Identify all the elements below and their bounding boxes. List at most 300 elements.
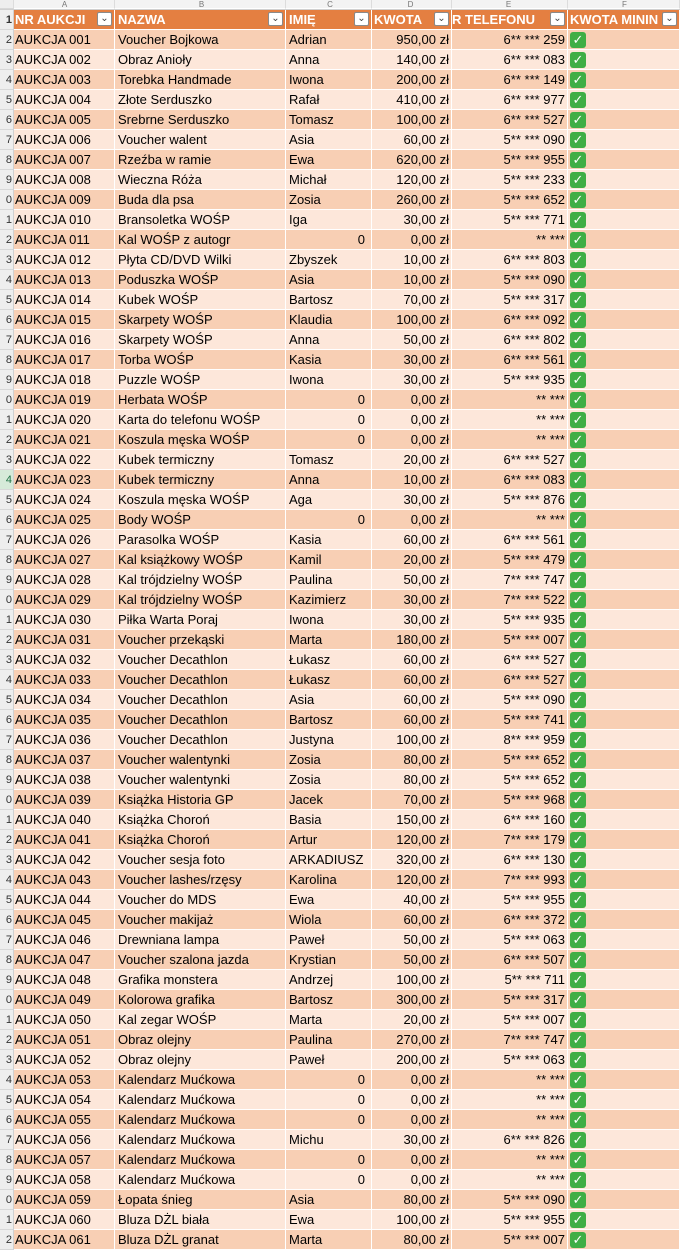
cell-nr-telefonu[interactable]: 6** *** 561 — [452, 530, 568, 550]
row-number[interactable]: 2 — [0, 30, 14, 50]
cell-kwota[interactable]: 50,00 zł — [372, 930, 452, 950]
cell-kwota-minimalna[interactable] — [568, 210, 680, 230]
cell-kwota-minimalna[interactable] — [568, 190, 680, 210]
row-number[interactable]: 5 — [0, 690, 14, 710]
cell-nazwa[interactable]: Voucher szalona jazda — [115, 950, 286, 970]
cell-nr-telefonu[interactable]: 5** *** 955 — [452, 150, 568, 170]
cell-nr-aukcji[interactable]: AUKCJA 009 — [14, 190, 115, 210]
cell-nr-telefonu[interactable]: 5** *** 233 — [452, 170, 568, 190]
cell-kwota[interactable]: 0,00 zł — [372, 1110, 452, 1130]
cell-kwota[interactable]: 0,00 zł — [372, 1150, 452, 1170]
cell-kwota[interactable]: 120,00 zł — [372, 870, 452, 890]
filter-dropdown-icon[interactable]: ⌄ — [434, 12, 449, 26]
cell-nr-aukcji[interactable]: AUKCJA 007 — [14, 150, 115, 170]
cell-kwota[interactable]: 30,00 zł — [372, 1130, 452, 1150]
row-number[interactable]: 6 — [0, 110, 14, 130]
cell-nr-aukcji[interactable]: AUKCJA 006 — [14, 130, 115, 150]
column-letter-c[interactable]: C — [286, 0, 372, 9]
cell-kwota-minimalna[interactable] — [568, 510, 680, 530]
cell-nr-telefonu[interactable]: 5** *** 007 — [452, 1230, 568, 1250]
row-number[interactable]: 5 — [0, 890, 14, 910]
cell-kwota-minimalna[interactable] — [568, 230, 680, 250]
cell-kwota-minimalna[interactable] — [568, 1110, 680, 1130]
cell-nr-aukcji[interactable]: AUKCJA 032 — [14, 650, 115, 670]
cell-nr-telefonu[interactable]: 5** *** 479 — [452, 550, 568, 570]
filter-dropdown-icon[interactable]: ⌄ — [97, 12, 112, 26]
cell-nr-aukcji[interactable]: AUKCJA 038 — [14, 770, 115, 790]
cell-nr-telefonu[interactable]: 5** *** 741 — [452, 710, 568, 730]
cell-nazwa[interactable]: Puzzle WOŚP — [115, 370, 286, 390]
cell-nr-aukcji[interactable]: AUKCJA 057 — [14, 1150, 115, 1170]
cell-nazwa[interactable]: Kalendarz Mućkowa — [115, 1170, 286, 1190]
cell-imie[interactable]: Krystian — [286, 950, 372, 970]
cell-imie[interactable]: Basia — [286, 810, 372, 830]
header-nr-aukcji[interactable] — [14, 10, 115, 30]
cell-kwota[interactable]: 200,00 zł — [372, 70, 452, 90]
cell-nazwa[interactable]: Kubek termiczny — [115, 470, 286, 490]
cell-kwota-minimalna[interactable] — [568, 770, 680, 790]
cell-nr-telefonu[interactable]: 5** *** 771 — [452, 210, 568, 230]
cell-imie[interactable]: Zbyszek — [286, 250, 372, 270]
cell-imie[interactable]: Kasia — [286, 530, 372, 550]
cell-nr-telefonu[interactable]: 5** *** 007 — [452, 630, 568, 650]
cell-nr-telefonu[interactable]: 5** *** 090 — [452, 270, 568, 290]
cell-imie[interactable]: Paulina — [286, 570, 372, 590]
cell-kwota[interactable]: 620,00 zł — [372, 150, 452, 170]
cell-imie[interactable]: 0 — [286, 430, 372, 450]
cell-imie[interactable]: Ewa — [286, 150, 372, 170]
cell-nazwa[interactable]: Herbata WOŚP — [115, 390, 286, 410]
cell-imie[interactable]: Zosia — [286, 750, 372, 770]
cell-kwota[interactable]: 100,00 zł — [372, 970, 452, 990]
cell-nr-telefonu[interactable]: 5** *** 090 — [452, 130, 568, 150]
cell-kwota-minimalna[interactable] — [568, 750, 680, 770]
cell-nr-telefonu[interactable]: 5** *** 968 — [452, 790, 568, 810]
cell-nr-telefonu[interactable]: 6** *** 527 — [452, 650, 568, 670]
cell-nr-telefonu[interactable]: ** *** — [452, 230, 568, 250]
cell-imie[interactable]: Wiola — [286, 910, 372, 930]
row-number[interactable]: 9 — [0, 570, 14, 590]
cell-nazwa[interactable]: Złote Serduszko — [115, 90, 286, 110]
cell-nr-telefonu[interactable]: 5** *** 652 — [452, 750, 568, 770]
cell-nr-aukcji[interactable]: AUKCJA 029 — [14, 590, 115, 610]
column-letter-a[interactable]: A — [14, 0, 115, 9]
header-kwota-minimalna[interactable] — [568, 10, 680, 30]
cell-imie[interactable]: Iwona — [286, 370, 372, 390]
cell-kwota-minimalna[interactable] — [568, 810, 680, 830]
cell-imie[interactable]: Iwona — [286, 610, 372, 630]
cell-nr-telefonu[interactable]: 6** *** 803 — [452, 250, 568, 270]
cell-kwota-minimalna[interactable] — [568, 550, 680, 570]
cell-kwota-minimalna[interactable] — [568, 330, 680, 350]
cell-imie[interactable]: 0 — [286, 1110, 372, 1130]
row-number[interactable]: 9 — [0, 970, 14, 990]
cell-kwota-minimalna[interactable] — [568, 1190, 680, 1210]
row-number[interactable]: 3 — [0, 650, 14, 670]
row-number[interactable]: 7 — [0, 130, 14, 150]
cell-nr-telefonu[interactable]: 5** *** 876 — [452, 490, 568, 510]
cell-imie[interactable]: 0 — [286, 1150, 372, 1170]
cell-imie[interactable]: Asia — [286, 270, 372, 290]
cell-kwota-minimalna[interactable] — [568, 1230, 680, 1250]
cell-imie[interactable]: Tomasz — [286, 450, 372, 470]
cell-nazwa[interactable]: Kalendarz Mućkowa — [115, 1110, 286, 1130]
cell-kwota-minimalna[interactable] — [568, 610, 680, 630]
cell-kwota-minimalna[interactable] — [568, 410, 680, 430]
cell-imie[interactable]: Marta — [286, 1230, 372, 1250]
cell-nazwa[interactable]: Voucher Decathlon — [115, 690, 286, 710]
cell-kwota[interactable]: 20,00 zł — [372, 1010, 452, 1030]
row-number[interactable]: 8 — [0, 350, 14, 370]
cell-kwota-minimalna[interactable] — [568, 650, 680, 670]
cell-kwota[interactable]: 200,00 zł — [372, 1050, 452, 1070]
cell-nr-telefonu[interactable]: 6** *** 527 — [452, 110, 568, 130]
cell-kwota[interactable]: 410,00 zł — [372, 90, 452, 110]
cell-nazwa[interactable]: Kal WOŚP z autogr — [115, 230, 286, 250]
cell-nr-aukcji[interactable]: AUKCJA 045 — [14, 910, 115, 930]
row-number[interactable]: 2 — [0, 230, 14, 250]
cell-kwota[interactable]: 80,00 zł — [372, 1230, 452, 1250]
cell-kwota[interactable]: 0,00 zł — [372, 1070, 452, 1090]
cell-nazwa[interactable]: Bluza DŻL granat — [115, 1230, 286, 1250]
cell-kwota-minimalna[interactable] — [568, 950, 680, 970]
row-number[interactable]: 0 — [0, 1190, 14, 1210]
cell-nazwa[interactable]: Karta do telefonu WOŚP — [115, 410, 286, 430]
cell-kwota[interactable]: 0,00 zł — [372, 410, 452, 430]
cell-nazwa[interactable]: Torebka Handmade — [115, 70, 286, 90]
cell-nr-aukcji[interactable]: AUKCJA 047 — [14, 950, 115, 970]
cell-nr-telefonu[interactable]: ** *** — [452, 1150, 568, 1170]
cell-nr-telefonu[interactable]: 5** *** 652 — [452, 190, 568, 210]
cell-nr-aukcji[interactable]: AUKCJA 017 — [14, 350, 115, 370]
cell-nazwa[interactable]: Voucher Decathlon — [115, 730, 286, 750]
cell-nr-telefonu[interactable]: 6** *** 527 — [452, 670, 568, 690]
cell-imie[interactable]: Zosia — [286, 770, 372, 790]
row-number[interactable]: 4 — [0, 670, 14, 690]
cell-imie[interactable]: Michał — [286, 170, 372, 190]
cell-nazwa[interactable]: Bluza DŻL biała — [115, 1210, 286, 1230]
row-number[interactable]: 2 — [0, 630, 14, 650]
cell-nr-aukcji[interactable]: AUKCJA 026 — [14, 530, 115, 550]
cell-nr-telefonu[interactable]: ** *** — [452, 1070, 568, 1090]
cell-kwota-minimalna[interactable] — [568, 1050, 680, 1070]
cell-nr-telefonu[interactable]: 6** *** 527 — [452, 450, 568, 470]
cell-nazwa[interactable]: Voucher Decathlon — [115, 710, 286, 730]
row-number[interactable]: 4 — [0, 270, 14, 290]
row-number[interactable]: 7 — [0, 530, 14, 550]
cell-nr-telefonu[interactable]: 6** *** 083 — [452, 50, 568, 70]
cell-kwota-minimalna[interactable] — [568, 290, 680, 310]
cell-imie[interactable]: Ewa — [286, 890, 372, 910]
cell-kwota[interactable]: 30,00 zł — [372, 210, 452, 230]
cell-nazwa[interactable]: Kal książkowy WOŚP — [115, 550, 286, 570]
cell-kwota[interactable]: 80,00 zł — [372, 750, 452, 770]
cell-nazwa[interactable]: Kalendarz Mućkowa — [115, 1150, 286, 1170]
cell-nr-telefonu[interactable]: 5** *** 711 — [452, 970, 568, 990]
cell-kwota-minimalna[interactable] — [568, 970, 680, 990]
cell-imie[interactable]: 0 — [286, 1070, 372, 1090]
cell-nr-telefonu[interactable]: 5** *** 317 — [452, 290, 568, 310]
cell-kwota-minimalna[interactable] — [568, 370, 680, 390]
cell-kwota[interactable]: 320,00 zł — [372, 850, 452, 870]
cell-nazwa[interactable]: Kubek termiczny — [115, 450, 286, 470]
cell-kwota[interactable]: 100,00 zł — [372, 1210, 452, 1230]
cell-nazwa[interactable]: Kubek WOŚP — [115, 290, 286, 310]
cell-nr-telefonu[interactable]: ** *** — [452, 1110, 568, 1130]
cell-nr-aukcji[interactable]: AUKCJA 002 — [14, 50, 115, 70]
cell-nazwa[interactable]: Obraz olejny — [115, 1030, 286, 1050]
cell-nr-telefonu[interactable]: 6** *** 092 — [452, 310, 568, 330]
row-number[interactable]: 2 — [0, 830, 14, 850]
cell-nazwa[interactable]: Łopata śnieg — [115, 1190, 286, 1210]
row-number[interactable]: 3 — [0, 850, 14, 870]
cell-nr-telefonu[interactable]: 6** *** 561 — [452, 350, 568, 370]
cell-nazwa[interactable]: Bransoletka WOŚP — [115, 210, 286, 230]
row-number[interactable]: 8 — [0, 1150, 14, 1170]
row-number[interactable]: 8 — [0, 750, 14, 770]
cell-nr-aukcji[interactable]: AUKCJA 043 — [14, 870, 115, 890]
row-number[interactable]: 0 — [0, 990, 14, 1010]
cell-imie[interactable]: Kasia — [286, 350, 372, 370]
cell-imie[interactable]: Artur — [286, 830, 372, 850]
cell-imie[interactable]: Marta — [286, 1010, 372, 1030]
cell-kwota[interactable]: 60,00 zł — [372, 690, 452, 710]
cell-nr-aukcji[interactable]: AUKCJA 031 — [14, 630, 115, 650]
row-number[interactable]: 9 — [0, 370, 14, 390]
row-number[interactable]: 4 — [0, 870, 14, 890]
cell-nr-aukcji[interactable]: AUKCJA 042 — [14, 850, 115, 870]
cell-kwota[interactable]: 60,00 zł — [372, 530, 452, 550]
cell-kwota[interactable]: 0,00 zł — [372, 510, 452, 530]
cell-kwota-minimalna[interactable] — [568, 830, 680, 850]
row-number[interactable]: 0 — [0, 390, 14, 410]
cell-nazwa[interactable]: Srebrne Serduszko — [115, 110, 286, 130]
cell-kwota-minimalna[interactable] — [568, 850, 680, 870]
cell-nr-telefonu[interactable]: 6** *** 259 — [452, 30, 568, 50]
cell-nr-aukcji[interactable]: AUKCJA 034 — [14, 690, 115, 710]
cell-nazwa[interactable]: Voucher lashes/rzęsy — [115, 870, 286, 890]
cell-nr-aukcji[interactable]: AUKCJA 012 — [14, 250, 115, 270]
cell-nazwa[interactable]: Koszula męska WOŚP — [115, 430, 286, 450]
cell-imie[interactable]: Tomasz — [286, 110, 372, 130]
cell-imie[interactable]: Adrian — [286, 30, 372, 50]
cell-nazwa[interactable]: Książka Choroń — [115, 810, 286, 830]
cell-nr-aukcji[interactable]: AUKCJA 030 — [14, 610, 115, 630]
row-number[interactable]: 9 — [0, 770, 14, 790]
cell-nr-telefonu[interactable]: 6** *** 826 — [452, 1130, 568, 1150]
cell-nazwa[interactable]: Voucher walentynki — [115, 770, 286, 790]
cell-imie[interactable]: Klaudia — [286, 310, 372, 330]
row-number[interactable]: 3 — [0, 50, 14, 70]
cell-nr-telefonu[interactable]: 7** *** 993 — [452, 870, 568, 890]
cell-kwota-minimalna[interactable] — [568, 630, 680, 650]
cell-kwota[interactable]: 100,00 zł — [372, 310, 452, 330]
cell-kwota-minimalna[interactable] — [568, 930, 680, 950]
row-number[interactable]: 7 — [0, 1130, 14, 1150]
row-number[interactable]: 7 — [0, 930, 14, 950]
cell-imie[interactable]: Iga — [286, 210, 372, 230]
cell-nazwa[interactable]: Kalendarz Mućkowa — [115, 1090, 286, 1110]
header-nazwa[interactable] — [115, 10, 286, 30]
cell-nr-aukcji[interactable]: AUKCJA 027 — [14, 550, 115, 570]
cell-nr-telefonu[interactable]: 5** *** 007 — [452, 1010, 568, 1030]
cell-kwota-minimalna[interactable] — [568, 90, 680, 110]
cell-nr-aukcji[interactable]: AUKCJA 021 — [14, 430, 115, 450]
cell-imie[interactable]: ARKADIUSZ — [286, 850, 372, 870]
cell-kwota-minimalna[interactable] — [568, 350, 680, 370]
cell-kwota[interactable]: 40,00 zł — [372, 890, 452, 910]
cell-imie[interactable]: Kamil — [286, 550, 372, 570]
cell-nr-aukcji[interactable]: AUKCJA 014 — [14, 290, 115, 310]
row-number[interactable]: 3 — [0, 1050, 14, 1070]
cell-nr-aukcji[interactable]: AUKCJA 046 — [14, 930, 115, 950]
cell-kwota[interactable]: 10,00 zł — [372, 250, 452, 270]
cell-nr-aukcji[interactable]: AUKCJA 049 — [14, 990, 115, 1010]
cell-nazwa[interactable]: Drewniana lampa — [115, 930, 286, 950]
cell-nr-aukcji[interactable]: AUKCJA 055 — [14, 1110, 115, 1130]
filter-dropdown-icon[interactable]: ⌄ — [354, 12, 369, 26]
row-number[interactable]: 9 — [0, 1170, 14, 1190]
cell-nazwa[interactable]: Voucher walent — [115, 130, 286, 150]
cell-nazwa[interactable]: Skarpety WOŚP — [115, 330, 286, 350]
cell-kwota-minimalna[interactable] — [568, 1210, 680, 1230]
cell-nr-aukcji[interactable]: AUKCJA 024 — [14, 490, 115, 510]
cell-nazwa[interactable]: Voucher do MDS — [115, 890, 286, 910]
cell-kwota-minimalna[interactable] — [568, 990, 680, 1010]
row-number[interactable]: 1 — [0, 210, 14, 230]
cell-kwota[interactable]: 60,00 zł — [372, 710, 452, 730]
cell-kwota-minimalna[interactable] — [568, 1090, 680, 1110]
row-number[interactable]: 5 — [0, 290, 14, 310]
cell-nr-aukcji[interactable]: AUKCJA 028 — [14, 570, 115, 590]
cell-nr-telefonu[interactable]: 7** *** 522 — [452, 590, 568, 610]
filter-dropdown-icon[interactable]: ⌄ — [268, 12, 283, 26]
row-number[interactable]: 6 — [0, 510, 14, 530]
cell-nazwa[interactable]: Kolorowa grafika — [115, 990, 286, 1010]
cell-kwota[interactable]: 950,00 zł — [372, 30, 452, 50]
row-number[interactable]: 4 — [0, 470, 14, 490]
cell-nr-telefonu[interactable]: 6** *** 083 — [452, 470, 568, 490]
filter-dropdown-icon[interactable]: ⌄ — [662, 12, 677, 26]
cell-kwota[interactable]: 0,00 zł — [372, 390, 452, 410]
cell-kwota-minimalna[interactable] — [568, 1030, 680, 1050]
row-number[interactable]: 5 — [0, 90, 14, 110]
cell-kwota-minimalna[interactable] — [568, 470, 680, 490]
cell-nazwa[interactable]: Body WOŚP — [115, 510, 286, 530]
cell-imie[interactable]: Asia — [286, 1190, 372, 1210]
row-number[interactable]: 6 — [0, 910, 14, 930]
cell-kwota-minimalna[interactable] — [568, 670, 680, 690]
cell-imie[interactable]: Paweł — [286, 1050, 372, 1070]
cell-nr-telefonu[interactable]: 6** *** 149 — [452, 70, 568, 90]
cell-kwota-minimalna[interactable] — [568, 390, 680, 410]
cell-kwota[interactable]: 120,00 zł — [372, 170, 452, 190]
cell-nazwa[interactable]: Voucher makijaż — [115, 910, 286, 930]
cell-imie[interactable]: Asia — [286, 130, 372, 150]
cell-kwota[interactable]: 270,00 zł — [372, 1030, 452, 1050]
cell-nr-telefonu[interactable]: 5** *** 955 — [452, 890, 568, 910]
cell-nazwa[interactable]: Voucher Decathlon — [115, 670, 286, 690]
cell-kwota-minimalna[interactable] — [568, 270, 680, 290]
cell-imie[interactable]: Łukasz — [286, 670, 372, 690]
cell-kwota-minimalna[interactable] — [568, 1130, 680, 1150]
column-letter-b[interactable]: B — [115, 0, 286, 9]
row-number[interactable]: 6 — [0, 710, 14, 730]
cell-nr-telefonu[interactable]: 6** *** 802 — [452, 330, 568, 350]
cell-nazwa[interactable]: Obraz olejny — [115, 1050, 286, 1070]
cell-kwota[interactable]: 0,00 zł — [372, 230, 452, 250]
cell-nazwa[interactable]: Voucher sesja foto — [115, 850, 286, 870]
cell-kwota-minimalna[interactable] — [568, 130, 680, 150]
row-number[interactable]: 5 — [0, 490, 14, 510]
cell-nazwa[interactable]: Obraz Anioły — [115, 50, 286, 70]
cell-kwota[interactable]: 30,00 zł — [372, 350, 452, 370]
row-number[interactable]: 9 — [0, 170, 14, 190]
cell-kwota-minimalna[interactable] — [568, 170, 680, 190]
cell-nr-telefonu[interactable]: 5** *** 090 — [452, 690, 568, 710]
cell-kwota[interactable]: 120,00 zł — [372, 830, 452, 850]
column-letter-f[interactable]: F — [568, 0, 680, 9]
cell-nazwa[interactable]: Kal trójdzielny WOŚP — [115, 590, 286, 610]
row-number[interactable]: 3 — [0, 450, 14, 470]
row-number[interactable]: 0 — [0, 590, 14, 610]
cell-nazwa[interactable]: Kal zegar WOŚP — [115, 1010, 286, 1030]
cell-kwota-minimalna[interactable] — [568, 590, 680, 610]
cell-imie[interactable]: Marta — [286, 630, 372, 650]
cell-nazwa[interactable]: Voucher Bojkowa — [115, 30, 286, 50]
cell-nr-aukcji[interactable]: AUKCJA 044 — [14, 890, 115, 910]
cell-nr-aukcji[interactable]: AUKCJA 053 — [14, 1070, 115, 1090]
cell-nr-aukcji[interactable]: AUKCJA 037 — [14, 750, 115, 770]
cell-nr-aukcji[interactable]: AUKCJA 036 — [14, 730, 115, 750]
cell-imie[interactable]: Andrzej — [286, 970, 372, 990]
cell-kwota[interactable]: 80,00 zł — [372, 1190, 452, 1210]
cell-kwota[interactable]: 260,00 zł — [372, 190, 452, 210]
cell-kwota[interactable]: 50,00 zł — [372, 950, 452, 970]
cell-kwota-minimalna[interactable] — [568, 1150, 680, 1170]
row-number[interactable]: 1 — [0, 10, 14, 30]
header-kwota[interactable] — [372, 10, 452, 30]
cell-kwota[interactable]: 0,00 zł — [372, 430, 452, 450]
cell-nr-aukcji[interactable]: AUKCJA 019 — [14, 390, 115, 410]
cell-nr-telefonu[interactable]: 5** *** 090 — [452, 1190, 568, 1210]
row-number[interactable]: 3 — [0, 250, 14, 270]
cell-kwota-minimalna[interactable] — [568, 430, 680, 450]
cell-kwota-minimalna[interactable] — [568, 50, 680, 70]
cell-nr-aukcji[interactable]: AUKCJA 023 — [14, 470, 115, 490]
cell-imie[interactable]: Asia — [286, 690, 372, 710]
cell-imie[interactable]: Rafał — [286, 90, 372, 110]
cell-kwota-minimalna[interactable] — [568, 530, 680, 550]
cell-kwota-minimalna[interactable] — [568, 110, 680, 130]
cell-nr-telefonu[interactable]: ** *** — [452, 1170, 568, 1190]
cell-kwota[interactable]: 80,00 zł — [372, 770, 452, 790]
cell-nazwa[interactable]: Torba WOŚP — [115, 350, 286, 370]
cell-nazwa[interactable]: Kalendarz Mućkowa — [115, 1070, 286, 1090]
cell-nazwa[interactable]: Rzeźba w ramie — [115, 150, 286, 170]
row-number[interactable]: 6 — [0, 310, 14, 330]
cell-kwota[interactable]: 70,00 zł — [372, 290, 452, 310]
row-number[interactable]: 1 — [0, 410, 14, 430]
row-number[interactable]: 0 — [0, 790, 14, 810]
cell-nr-telefonu[interactable]: 5** *** 935 — [452, 370, 568, 390]
cell-nr-telefonu[interactable]: 5** *** 935 — [452, 610, 568, 630]
header-nr-telefonu[interactable] — [452, 10, 568, 30]
cell-kwota-minimalna[interactable] — [568, 870, 680, 890]
cell-nazwa[interactable]: Buda dla psa — [115, 190, 286, 210]
cell-nr-telefonu[interactable]: 7** *** 179 — [452, 830, 568, 850]
cell-kwota[interactable]: 60,00 zł — [372, 910, 452, 930]
